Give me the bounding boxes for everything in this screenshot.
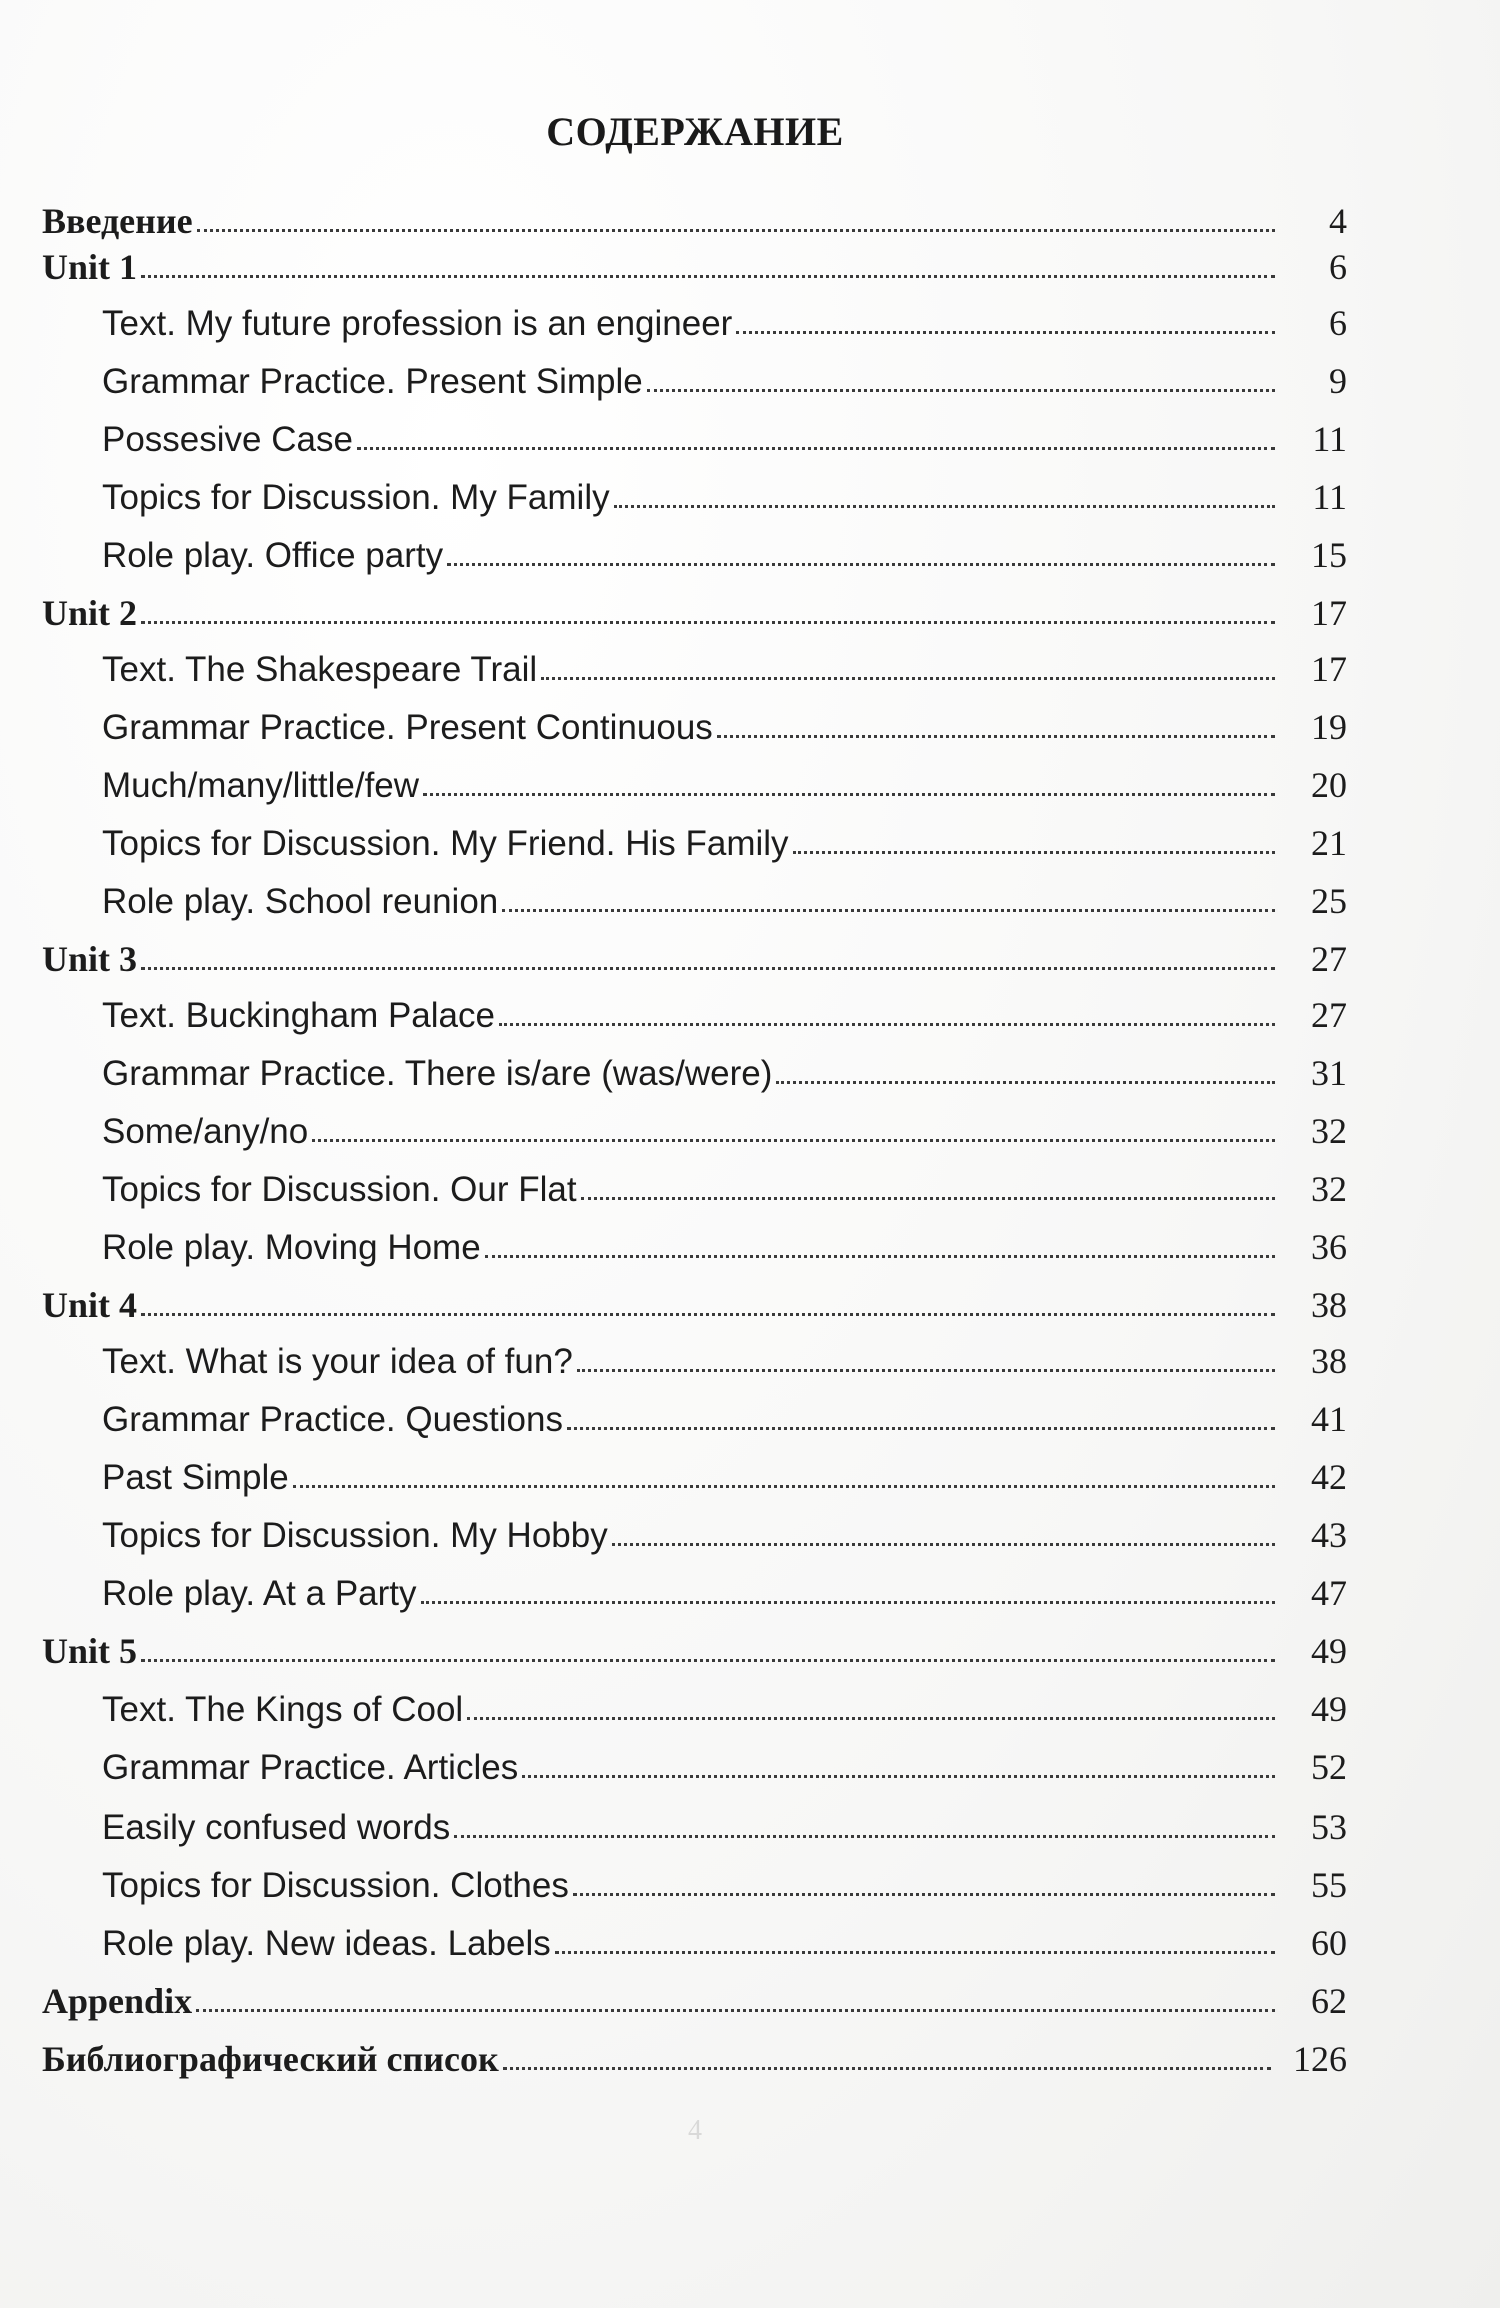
toc-entry-label: Unit 3 [42,939,138,979]
toc-entry-page-number: 55 [1311,1865,1347,1905]
toc-entry[interactable] [42,2028,1347,2080]
toc-entry-page-number: 11 [1312,477,1347,517]
toc-entry-label: Text. The Kings of Cool [102,1690,464,1729]
toc-entry[interactable] [102,1216,1347,1268]
toc-entry-label: Topics for Discussion. My Hobby [102,1516,608,1555]
toc-entry[interactable] [42,582,1347,634]
toc-entry[interactable] [102,638,1347,690]
dot-leader [141,1659,1275,1662]
toc-entry-page-number: 41 [1311,1399,1347,1439]
toc-entry-page-number: 27 [1311,995,1347,1035]
toc-entry[interactable] [102,1042,1347,1094]
toc-entry[interactable] [102,1100,1347,1152]
dot-leader [614,505,1275,508]
dot-leader [522,1775,1275,1778]
dot-leader [541,677,1275,680]
toc-entry-page-number: 62 [1311,1981,1347,2021]
toc-entry-label: Role play. Office party [102,536,444,575]
dot-leader [141,621,1275,624]
dot-leader [647,389,1275,392]
toc-entry-label: Text. The Shakespeare Trail [102,650,538,689]
dot-leader [485,1255,1275,1258]
toc-entry-label: Role play. New ideas. Labels [102,1924,551,1963]
toc-entry[interactable] [102,1796,1347,1848]
toc-entry-page-number: 15 [1311,535,1347,575]
toc-entry-label: Some/any/no [102,1112,309,1151]
toc-entry-label: Grammar Practice. Questions [102,1400,563,1439]
toc-entry-page-number: 42 [1311,1457,1347,1497]
toc-entry-page-number: 4 [1329,201,1347,241]
toc-entry-label: Topics for Discussion. My Friend. His Family [102,824,789,863]
toc-entry[interactable] [42,1620,1347,1672]
toc-entry-label: Role play. At a Party [102,1574,417,1613]
dot-leader [423,793,1275,796]
toc-entry-page-number: 49 [1311,1631,1347,1671]
toc-entry[interactable] [102,524,1347,576]
toc-entry-page-number: 19 [1311,707,1347,747]
toc-entry[interactable] [102,1446,1347,1498]
footer-page-number: 4 [688,2115,702,2146]
toc-entry-page-number: 31 [1311,1053,1347,1093]
dot-leader [196,2009,1275,2012]
toc-entry-page-number: 20 [1311,765,1347,805]
toc-entry-label: Введение [42,201,193,241]
toc-entry-label: Appendix [42,1981,193,2021]
toc-entry-label: Possesive Case [102,420,353,459]
toc-entry[interactable] [102,1158,1347,1210]
dot-leader [717,735,1275,738]
toc-entry-page-number: 49 [1311,1689,1347,1729]
toc-entry-label: Grammar Practice. Articles [102,1748,519,1787]
toc-entry-page-number: 27 [1311,939,1347,979]
toc-entry[interactable] [102,1562,1347,1614]
toc-entry-page-number: 32 [1311,1111,1347,1151]
toc-entry[interactable] [102,812,1347,864]
dot-leader [776,1081,1275,1084]
toc-entry-label: Text. What is your idea of fun? [102,1342,573,1381]
toc-entry-label: Much/many/little/few [102,766,420,805]
toc-entry-page-number: 9 [1329,361,1347,401]
dot-leader [467,1717,1275,1720]
toc-entry-label: Easily confused words [102,1808,451,1847]
toc-entry-page-number: 126 [1293,2039,1347,2079]
toc-entry-label: Past Simple [102,1458,289,1497]
toc-entry-label: Grammar Practice. Present Continuous [102,708,713,747]
toc-entry-page-number: 52 [1311,1747,1347,1787]
toc-entry-label: Unit 1 [42,247,138,287]
dot-leader [499,1023,1275,1026]
toc-entry-page-number: 32 [1311,1169,1347,1209]
toc-entry-page-number: 53 [1311,1807,1347,1847]
dot-leader [141,1313,1275,1316]
toc-entry[interactable] [102,754,1347,806]
toc-entry[interactable] [102,292,1347,344]
toc-entry-label: Text. Buckingham Palace [102,996,495,1035]
dot-leader [581,1197,1275,1200]
toc-entry[interactable] [102,1388,1347,1440]
toc-entry[interactable] [102,408,1347,460]
toc-entry-label: Библиографический список [42,2039,499,2079]
toc-entry-label: Role play. School reunion [102,882,499,921]
toc-entry-page-number: 11 [1312,419,1347,459]
toc-entry-page-number: 36 [1311,1227,1347,1267]
toc-entry[interactable] [102,1330,1347,1382]
toc-entry[interactable] [102,1736,1347,1788]
dot-leader [793,851,1275,854]
toc-entry-page-number: 17 [1311,593,1347,633]
toc-entry[interactable] [42,190,1347,242]
toc-entry[interactable] [102,1504,1347,1556]
dot-leader [421,1601,1275,1604]
dot-leader [555,1951,1275,1954]
toc-entry[interactable] [102,350,1347,402]
dot-leader [503,2067,1271,2070]
toc-entry-label: Text. My future profession is an engineer [102,304,733,343]
toc-entry-page-number: 43 [1311,1515,1347,1555]
toc-entry-page-number: 60 [1311,1923,1347,1963]
toc-entry-page-number: 38 [1311,1285,1347,1325]
toc-entry-label: Grammar Practice. Present Simple [102,362,643,401]
dot-leader [502,909,1275,912]
toc-entry-label: Topics for Discussion. Our Flat [102,1170,577,1209]
dot-leader [567,1427,1275,1430]
toc-entry[interactable] [102,1678,1347,1730]
dot-leader [141,275,1275,278]
toc-entry[interactable] [102,1854,1347,1906]
toc-entry[interactable] [102,696,1347,748]
dot-leader [612,1543,1275,1546]
toc-entry-label: Role play. Moving Home [102,1228,481,1267]
toc-entry[interactable] [102,1912,1347,1964]
toc-entry-page-number: 25 [1311,881,1347,921]
dot-leader [447,563,1275,566]
dot-leader [577,1369,1275,1372]
toc-entry-page-number: 38 [1311,1341,1347,1381]
toc-entry[interactable] [42,1970,1347,2022]
page-title: СОДЕРЖАНИЕ [546,109,844,154]
dot-leader [736,331,1275,334]
dot-leader [454,1835,1275,1838]
toc-entry-label: Grammar Practice. There is/are (was/were) [102,1054,773,1093]
toc-entry-label: Unit 5 [42,1631,138,1671]
toc-entry[interactable] [42,1274,1347,1326]
toc-entry-page-number: 6 [1329,247,1347,287]
dot-leader [197,229,1275,232]
toc-entry-label: Topics for Discussion. My Family [102,478,610,517]
dot-leader [357,447,1275,450]
toc-entry[interactable] [42,928,1347,980]
toc-entry-page-number: 6 [1329,303,1347,343]
toc-entry[interactable] [102,466,1347,518]
dot-leader [312,1139,1275,1142]
dot-leader [573,1893,1275,1896]
toc-entry-label: Topics for Discussion. Clothes [102,1866,569,1905]
toc-entry-label: Unit 2 [42,593,138,633]
toc-entry[interactable] [102,870,1347,922]
toc-entry-page-number: 47 [1311,1573,1347,1613]
toc-entry[interactable] [42,236,1347,288]
dot-leader [293,1485,1275,1488]
toc-entry-label: Unit 4 [42,1285,138,1325]
dot-leader [141,967,1275,970]
toc-entry-page-number: 17 [1311,649,1347,689]
toc-entry-page-number: 21 [1311,823,1347,863]
toc-entry[interactable] [102,984,1347,1036]
